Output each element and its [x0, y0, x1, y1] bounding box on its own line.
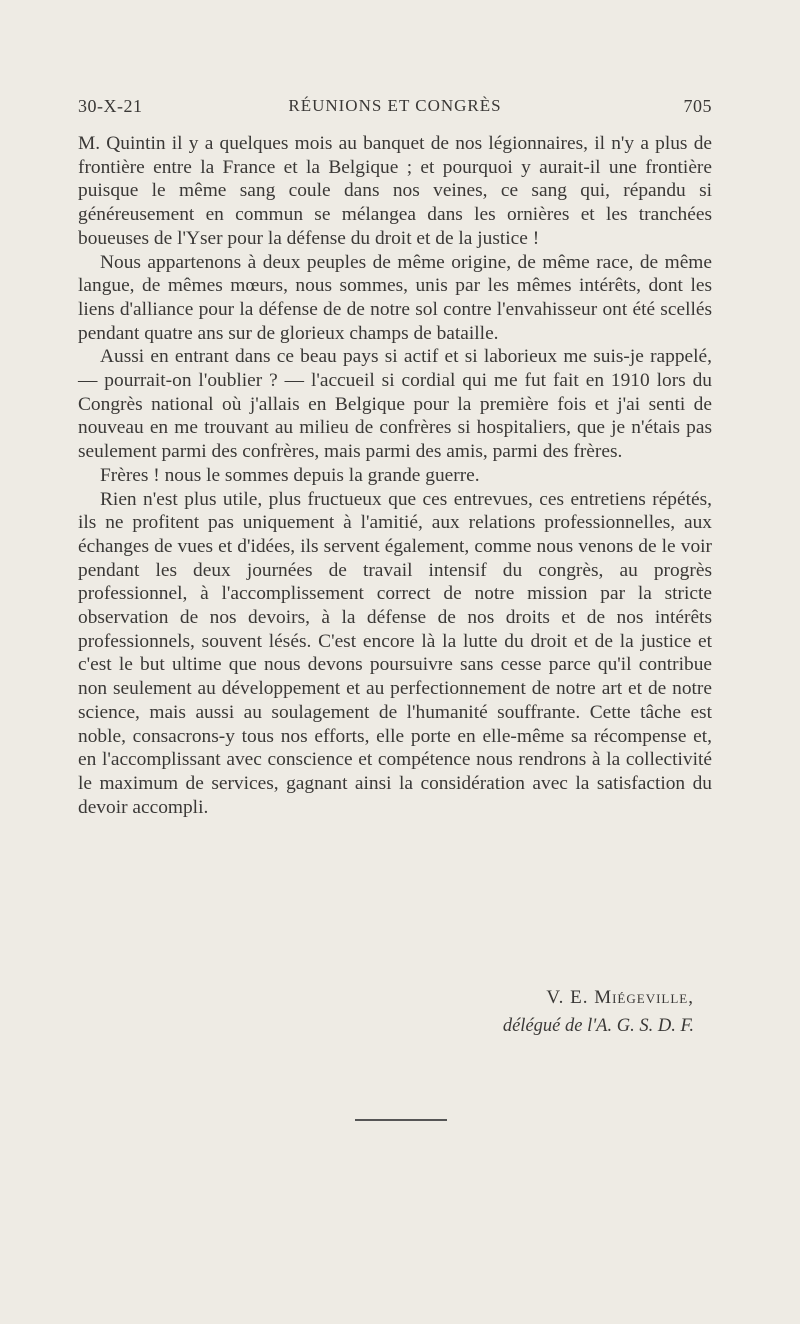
- running-header: [78, 96, 712, 126]
- body-text: [78, 132, 712, 819]
- signature-block: [78, 983, 694, 1041]
- paragraph: Rien n'est plus utile, plus fructueux que ces entrevues, ces entretiens répétés, ils ne profitent pas uniquement à l'amitié, aux relations professionnelles, aux échanges de vues et d'idées, ils servent également, comme nous venons de le voir pendant les deux journées de travail intensif du congrès, au progrès professionnel, à l'accomplissement correct de notre mission par la stricte observation de nos devoirs, à la défense de nos droits et de nos intérêts professionnels, souvent lésés. C'est encore là la lutte du droit et de la justice et c'est le but ultime que nous devons poursuivre sans cesse parce qu'il contribue non seulement au développement et au perfectionnement de notre art et de notre science, mais aussi au soulagement de l'humanité souffrante. Cette tâche est noble, consacrons-y tous nos efforts, elle porte en elle-même sa récompense et, en l'accomplissant avec conscience et compétence nous rendrons à la collectivité le maximum de services, gagnant ainsi la considération avec la satisfaction du devoir accompli.: [78, 488, 712, 818]
- signature-name: V. E. Miégeville,: [546, 987, 694, 1008]
- paragraph: Nous appartenons à deux peuples de même origine, de même race, de même langue, de mêmes mœurs, nous sommes, unis par les mêmes intérêts, dont les liens d'alliance pour la défense de de notre sol contre l'envahisseur ont été scellés pendant quatre ans sur de glorieux champs de bataille.: [78, 251, 712, 344]
- running-title: RÉUNIONS ET CONGRÈS: [288, 96, 502, 115]
- header-date: 30-X-21: [78, 96, 143, 116]
- signature-role: délégué de l'A. G. S. D. F.: [502, 1016, 694, 1036]
- paragraph: M. Quintin il y a quelques mois au banquet de nos légionnaires, il n'y a plus de frontière entre la France et la Belgique ; et pourquoi y aurait-il une frontière puisque le même sang coule dans nos veines, ce sang qui, répandu si généreusement en commun se mélangea dans les ornières et les tranchées boueuses de l'Yser pour la défense du droit et de la justice !: [78, 133, 712, 249]
- page-number: 705: [683, 96, 712, 116]
- paragraph: Frères ! nous le sommes depuis la grande guerre.: [100, 464, 480, 486]
- section-end-rule: [355, 1119, 447, 1121]
- paragraph: Aussi en entrant dans ce beau pays si actif et si laborieux me suis-je rappelé, — pourrait-on l'oublier ? — l'accueil si cordial qui me fut fait en 1910 lors du Congrès national où j'allais en Belgique pour la première fois et j'ai senti de nouveau en me trouvant au milieu de confrères si hospitaliers, que je n'étais pas seulement parmi des confrères, mais parmi des amis, parmi des frères.: [78, 346, 712, 463]
